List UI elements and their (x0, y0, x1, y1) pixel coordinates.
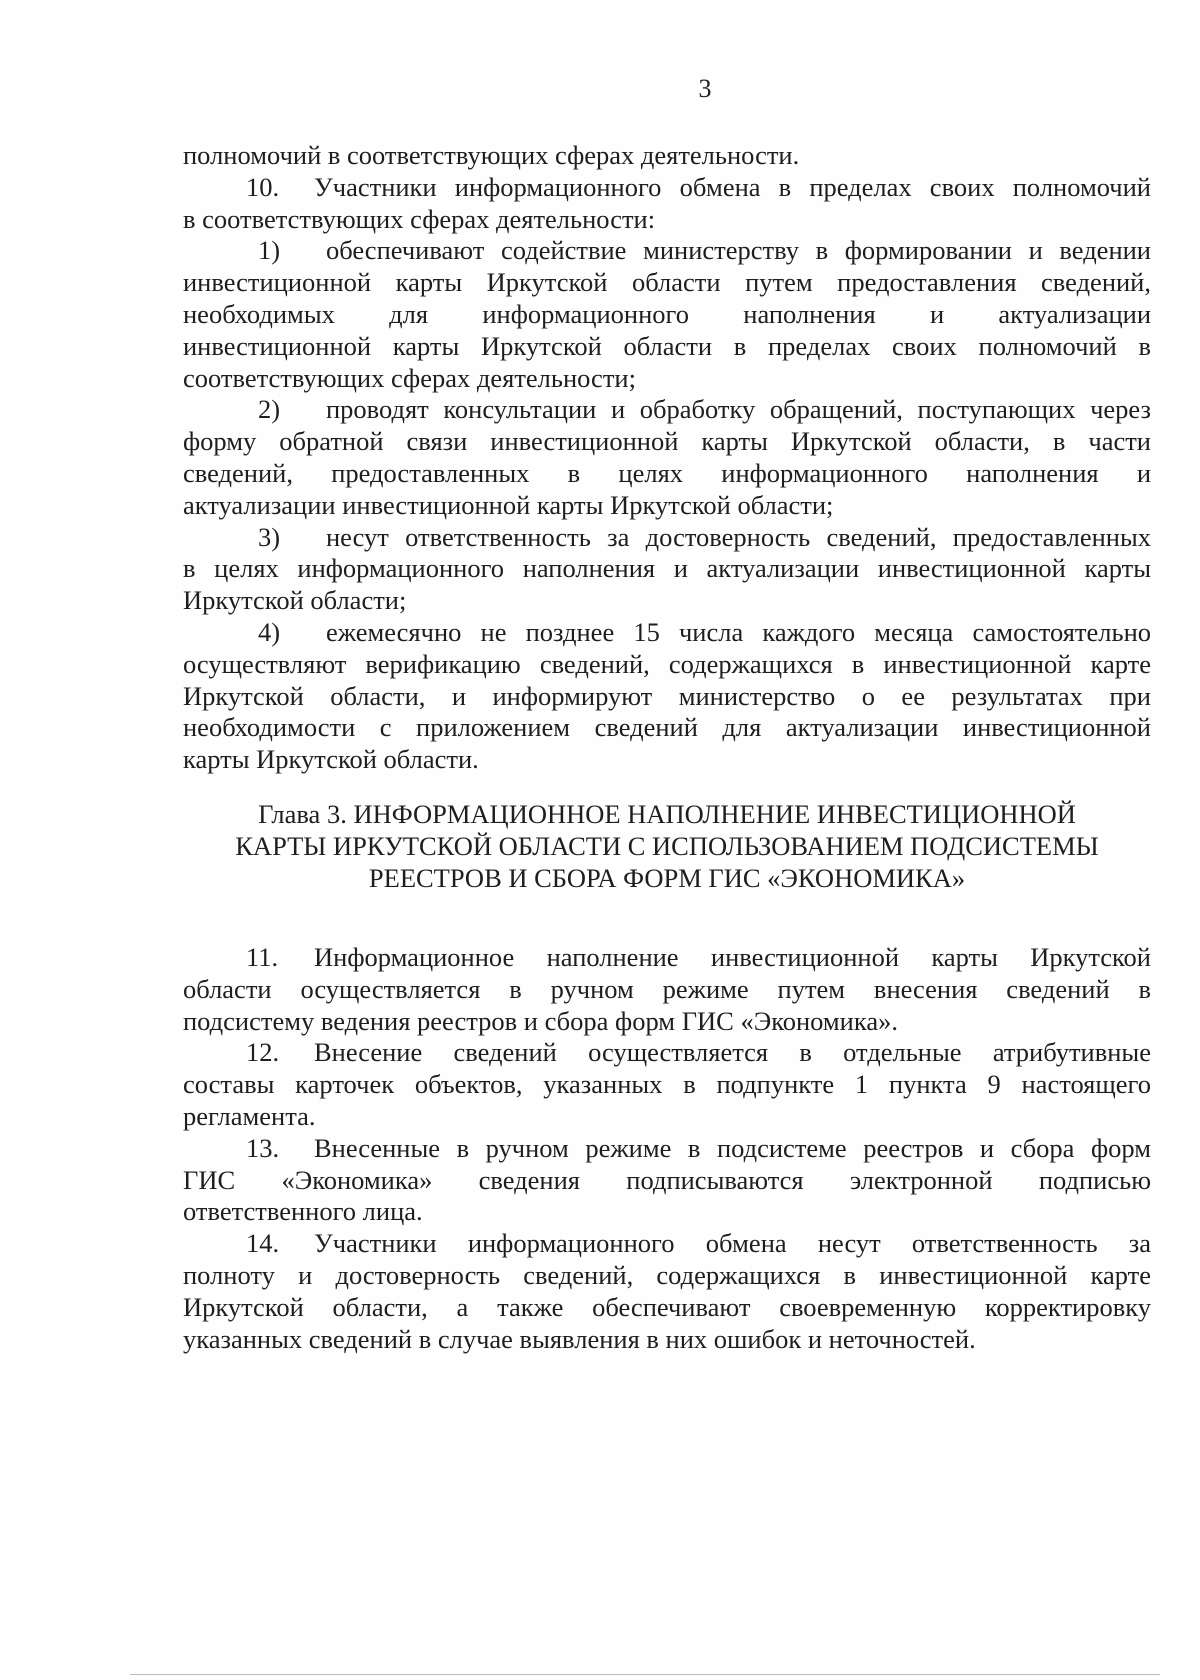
text-line: Внесенные в ручном режиме в подсистеме реестров и сбора форм (314, 1132, 1151, 1163)
subitem-2-first-line (183, 394, 1151, 426)
text-line: необходимых для информационного наполнения и актуализации (183, 298, 1151, 329)
text-line: регламента. (183, 1100, 316, 1131)
text-line: Информационное наполнение инвестиционной карты Иркутской (314, 942, 1151, 972)
paragraph-number: 12. (246, 1037, 280, 1068)
text-line: Иркутской области; (183, 585, 407, 616)
text-line: карты Иркутской области. (183, 744, 479, 775)
paragraph-10-first-line (183, 172, 1151, 204)
text-line: проводят консультации и обработку обращений, поступающих через (326, 394, 1151, 425)
subitem-1-first-line (183, 235, 1151, 267)
text-line: Внесение сведений осуществляется в отдельные атрибутивные (314, 1037, 1151, 1068)
paragraph-number: 10. (246, 171, 280, 202)
heading-line: КАРТЫ ИРКУТСКОЙ ОБЛАСТИ С ИСПОЛЬЗОВАНИЕМ ПОДСИСТЕМЫ (235, 830, 1099, 861)
subitem-number: 2) (258, 394, 281, 425)
paragraph-number: 14. (246, 1228, 280, 1259)
scan-bottom-edge (130, 1674, 1160, 1675)
text-line: ответственного лица. (183, 1196, 423, 1227)
text-line: Иркутской области, и информируют министерство о ее результатах при (183, 680, 1151, 711)
text-line: несут ответственность за достоверность сведений, предоставленных (326, 521, 1151, 552)
text-line: актуализации инвестиционной карты Иркутской области; (183, 489, 834, 520)
chapter-heading (183, 799, 1151, 894)
text-line: составы карточек объектов, указанных в подпункте 1 пункта 9 настоящего (183, 1069, 1151, 1100)
text-line: обеспечивают содействие министерству в формировании и ведении (326, 235, 1151, 266)
subitem-3-first-line (183, 522, 1151, 554)
text-line: ГИС «Экономика» сведения подписываются электронной подписью (183, 1164, 1151, 1195)
text-line: полномочий в соответствующих сферах деятельности. (183, 140, 800, 170)
subitem-number: 3) (258, 521, 281, 552)
text-line: области осуществляется в ручном режиме путем внесения сведений в (183, 973, 1151, 1004)
text-line: ежемесячно не позднее 15 числа каждого месяца самостоятельно (326, 616, 1151, 647)
text-line: Участники информационного обмена несут ответственность за (314, 1228, 1151, 1259)
paragraph-11-first-line (183, 942, 1151, 974)
paragraph-14-first-line (183, 1228, 1151, 1260)
paragraph-number: 11. (246, 942, 279, 972)
heading-line: Глава 3. ИНФОРМАЦИОННОЕ НАПОЛНЕНИЕ ИНВЕСТИЦИОННОЙ (258, 799, 1076, 829)
heading-line: РЕЕСТРОВ И СБОРА ФОРМ ГИС «ЭКОНОМИКА» (368, 862, 966, 893)
section-participants-duties (183, 140, 1151, 776)
text-line: форму обратной связи инвестиционной карты Иркутской области, в части (183, 426, 1151, 457)
subitem-4-first-line (183, 617, 1151, 649)
text-line: Иркутской области, а также обеспечивают своевременную корректировку (183, 1291, 1151, 1322)
text-line: осуществляют верификацию сведений, содержащихся в инвестиционной карте (183, 648, 1151, 679)
paragraph-13-first-line (183, 1133, 1151, 1165)
paragraph-number: 13. (246, 1132, 280, 1163)
text-line: в соответствующих сферах деятельности: (183, 203, 656, 234)
text-line: сведений, предоставленных в целях информационного наполнения и (183, 457, 1151, 488)
text-line: необходимости с приложением сведений для актуализации инвестиционной (183, 712, 1151, 743)
page-number: 3 (698, 74, 712, 103)
text-line: Участники информационного обмена в пределах своих полномочий (314, 171, 1151, 202)
paragraph-12-first-line (183, 1037, 1151, 1069)
text-line: в целях информационного наполнения и актуализации инвестиционной карты (183, 553, 1151, 584)
text-line: соответствующих сферах деятельности; (183, 362, 636, 393)
text-line: указанных сведений в случае выявления в них ошибок и неточностей. (183, 1323, 976, 1354)
text-line: инвестиционной карты Иркутской области в пределах своих полномочий в (183, 330, 1151, 361)
text-line: инвестиционной карты Иркутской области путем предоставления сведений, (183, 267, 1151, 298)
subitem-number: 1) (258, 235, 281, 266)
text-line: полноту и достоверность сведений, содержащихся в инвестиционной карте (183, 1259, 1151, 1290)
text-line: подсистему ведения реестров и сбора форм ГИС «Экономика». (183, 1005, 898, 1036)
section-chapter-3 (183, 942, 1151, 1355)
subitem-number: 4) (258, 616, 281, 647)
